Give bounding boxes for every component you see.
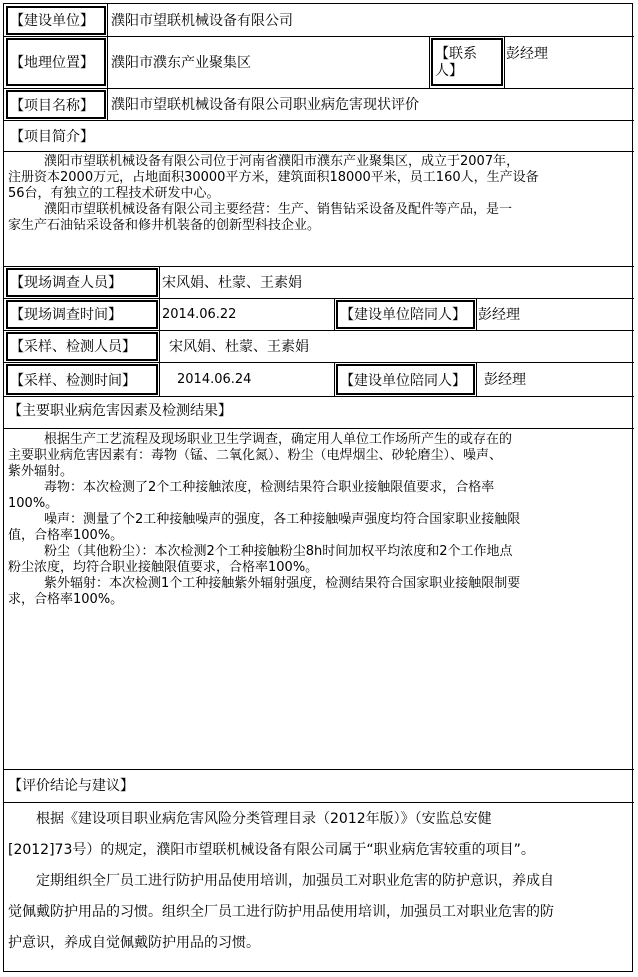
sample-time-value: 2014.06.24 bbox=[177, 372, 252, 387]
sample-time-label: 【采样、检测时间】 bbox=[6, 364, 158, 395]
hazards-line: 粉尘浓度，均符合职业接触限值要求，合格率100%。 bbox=[8, 560, 319, 575]
col-divider bbox=[504, 36, 505, 88]
survey-time-label: 【现场调查时间】 bbox=[6, 300, 158, 329]
evaluation-body bbox=[8, 804, 630, 959]
hazards-line: 值，合格率100%。 bbox=[8, 528, 124, 543]
sampler-label: 【采样、检测人员】 bbox=[6, 332, 158, 361]
survey-escort-label: 【建设单位陪同人】 bbox=[336, 300, 475, 329]
intro-label: 【项目简介】 bbox=[10, 129, 94, 145]
sampler-value: 宋风娟、杜蒙、王素娟 bbox=[169, 339, 309, 355]
survey-escort-value: 彭经理 bbox=[478, 307, 520, 323]
evaluation-label: 【评价结论与建议】 bbox=[8, 778, 134, 794]
hazards-line: 主要职业病危害因素有：毒物（锰、二氧化氮）、粉尘（电焊烟尘、砂轮磨尘）、噪声、 bbox=[8, 448, 503, 463]
col-divider bbox=[476, 362, 477, 396]
row-divider bbox=[4, 802, 634, 803]
contact-label-line2: 人】 bbox=[435, 63, 463, 79]
project-value: 濮阳市望联机械设备有限公司职业病危害现状评价 bbox=[111, 97, 419, 113]
row-divider bbox=[4, 362, 634, 363]
row-divider bbox=[4, 769, 634, 770]
hazards-line: 紫外辐射：本次检测1个工种接触紫外辐射强度，检测结果符合国家职业接触限制要 bbox=[44, 576, 521, 591]
contact-label-line1: 【联系 bbox=[435, 46, 477, 62]
row-divider bbox=[4, 428, 634, 429]
builder-value: 濮阳市望联机械设备有限公司 bbox=[111, 13, 293, 29]
hazards-line: 求，合格率100%。 bbox=[8, 592, 124, 607]
hazards-label: 【主要职业病危害因素及检测结果】 bbox=[8, 403, 232, 419]
hazards-line: 100%。 bbox=[8, 496, 59, 511]
report-table bbox=[3, 3, 633, 972]
location-value: 濮阳市濮东产业聚集区 bbox=[111, 55, 251, 71]
survey-staff-value: 宋风娟、杜蒙、王素娟 bbox=[162, 275, 302, 291]
sample-escort-label: 【建设单位陪同人】 bbox=[336, 364, 475, 395]
row-divider bbox=[4, 120, 634, 121]
row-divider bbox=[4, 298, 634, 299]
location-label: 【地理位置】 bbox=[6, 38, 106, 86]
hazards-line: 毒物：本次检测了2个工种接触浓度，检测结果符合职业接触限值要求，合格率 bbox=[44, 480, 495, 495]
hazards-line: 噪声：测量了个2工种接触噪声的强度，各工种接触噪声强度均符合国家职业接触限 bbox=[44, 512, 521, 527]
intro-line: 家生产石油钻采设备和修井机装备的创新型科技企业。 bbox=[8, 218, 321, 233]
row-divider bbox=[4, 151, 634, 152]
evaluation-line: [2012]73号）的规定，濮阳市望联机械设备有限公司属于“职业病危害较重的项目”。 bbox=[8, 842, 535, 858]
row-divider bbox=[4, 88, 634, 89]
builder-label: 【建设单位】 bbox=[6, 6, 106, 35]
row-divider bbox=[4, 266, 634, 267]
evaluation-line: 护意识，养成自觉佩戴防护用品的习惯。 bbox=[8, 935, 260, 951]
col-divider bbox=[334, 362, 335, 396]
col-divider bbox=[107, 4, 108, 120]
intro-line: 56台，有独立的工程技术研发中心。 bbox=[8, 186, 220, 201]
evaluation-line: 定期组织全厂员工进行防护用品使用培训，加强员工对职业危害的防护意识，养成自 bbox=[36, 873, 554, 889]
hazards-line: 根据生产工艺流程及现场职业卫生学调查，确定用人单位工作场所产生的或存在的 bbox=[44, 432, 513, 447]
evaluation-line: 根据《建设项目职业病危害风险分类管理目录（2012年版）》（安监总安健 bbox=[36, 811, 492, 827]
col-divider bbox=[429, 36, 430, 88]
row-divider bbox=[4, 36, 634, 37]
evaluation-line: 觉佩戴防护用品的习惯。组织全厂员工进行防护用品使用培训，加强员工对职业危害的防 bbox=[8, 904, 554, 920]
hazards-line: 粉尘（其他粉尘）：本次检测2个工种接触粉尘8h时间加权平均浓度和2个工作地点 bbox=[44, 544, 513, 559]
contact-label bbox=[431, 38, 503, 86]
row-divider bbox=[4, 330, 634, 331]
project-label: 【项目名称】 bbox=[6, 90, 106, 119]
hazards-body bbox=[8, 432, 630, 608]
intro-body bbox=[8, 154, 630, 234]
col-divider bbox=[476, 298, 477, 330]
hazards-line: 紫外辐射。 bbox=[8, 464, 74, 479]
intro-line: 注册资本2000万元，占地面积30000平方米，建筑面积18000平米，员工160人，生产设备 bbox=[8, 170, 539, 185]
intro-line: 濮阳市望联机械设备有限公司主要经营：生产、销售钻采设备及配件等产品，是一 bbox=[44, 202, 513, 217]
contact-value: 彭经理 bbox=[506, 46, 548, 62]
sample-escort-value: 彭经理 bbox=[484, 372, 526, 388]
survey-time-value: 2014.06.22 bbox=[162, 307, 237, 322]
row-divider bbox=[4, 396, 634, 397]
col-divider bbox=[334, 298, 335, 330]
intro-line: 濮阳市望联机械设备有限公司位于河南省濮阳市濮东产业聚集区，成立于2007年， bbox=[44, 154, 520, 169]
survey-staff-label: 【现场调查人员】 bbox=[6, 268, 158, 297]
col-divider bbox=[159, 266, 160, 396]
